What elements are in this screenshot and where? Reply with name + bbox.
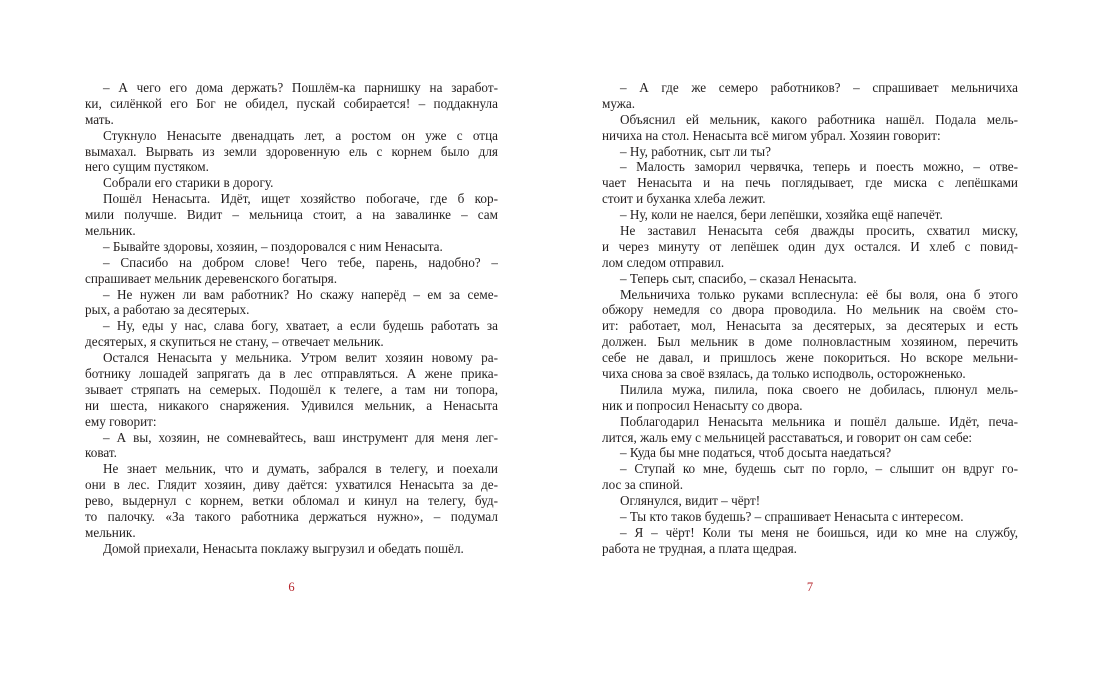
- text-line: – А вы, хозяин, не сомневайтесь, ваш инструмент для меня лег-: [103, 429, 498, 445]
- text-line: Мельничиха только руками всплеснула: её бы воля, она б этого: [620, 286, 1018, 302]
- text-line: – Я – чёрт! Коли ты меня не боишься, иди ко мне на службу,: [620, 524, 1018, 540]
- page-number-right: 7: [806, 580, 814, 594]
- text-line: вымахал. Вырвать из земли здоровенную ель с корнем было для: [85, 143, 498, 159]
- text-line: мили получше. Видит – мельница стоит, а на завалинке – сам: [85, 207, 498, 223]
- text-line: Не знает мельник, что и думать, забрался в телегу, и поехали: [103, 461, 498, 477]
- text-line: – Бывайте здоровы, хозяин, – поздоровался с ним Ненасыта.: [103, 238, 443, 254]
- text-line: стоит и буханка хлеба лежит.: [602, 191, 766, 207]
- text-line: обжору немедля со двора проводила. Но мельник на своём сто-: [602, 302, 1018, 318]
- text-line: Оглянулся, видит – чёрт!: [620, 493, 761, 509]
- text-line: рево, выдернул с корнем, ветки обломал и кинул на телегу, буд-: [85, 493, 498, 509]
- text-line: Поблагодарил Ненасыта мельника и пошёл дальше. Идёт, печа-: [620, 413, 1018, 429]
- text-line: ничиха на стол. Ненасыта всё мигом убрал. Хозяин говорит:: [602, 127, 941, 143]
- text-line: ник и попросил Ненасыту со двора.: [602, 397, 803, 413]
- text-line: Не заставил Ненасыта себя дважды просить, схватил миску,: [620, 223, 1018, 239]
- text-line: – Спасибо на добром слове! Чего тебе, парень, надобно? –: [103, 254, 498, 270]
- text-line: себе не давал, и пришлось жене покориться. Но вскоре мельни-: [602, 350, 1018, 366]
- text-line: – Ну, еды у нас, слава богу, хватает, а если будешь работать за: [103, 318, 498, 334]
- text-line: Остался Ненасыта у мельника. Утром велит хозяин новому ра-: [103, 350, 498, 366]
- text-line: и через минуту от лепёшек один дух остался. И хлеб с повид-: [602, 238, 1018, 254]
- text-line: Пилила мужа, пилила, пока своего не добилась, плюнул мель-: [620, 381, 1018, 397]
- text-line: лится, жаль ему с мельницей расставаться, и говорит он сам себе:: [602, 429, 973, 445]
- text-line: лом следом отправил.: [602, 254, 725, 270]
- text-line: ит: работает, мол, Ненасыта за десятерых, за десятерых и есть: [602, 318, 1018, 334]
- text-line: должен. Был мельник в доме полновластным хозяином, перечить: [602, 334, 1018, 350]
- text-line: мельник.: [85, 524, 136, 540]
- text-line: ки, силёнкой его Бог не обидел, пускай собирается! – поддакнула: [85, 95, 498, 111]
- text-line: ботнику лошадей запрягать да в лес отправляться. А жене прика-: [85, 366, 498, 382]
- text-line: Объяснил ей мельник, какого работника нашёл. Подала мель-: [620, 111, 1018, 127]
- text-line: коват.: [85, 445, 117, 461]
- text-line: – Куда бы мне податься, чтоб досыта наедаться?: [620, 445, 892, 461]
- text-line: десятерых, я скупиться не стану, – отвечает мельник.: [85, 334, 384, 350]
- text-line: – А чего его дома держать? Пошлём-ка парнишку на заработ-: [103, 80, 498, 95]
- text-line: чает Ненасыта и на печь поглядывает, где миска с лепёшками: [602, 175, 1018, 191]
- text-line: мельник.: [85, 223, 136, 239]
- text-line: – Не нужен ли вам работник? Но скажу наперёд – ем за семе-: [103, 286, 498, 302]
- text-line: ни шеста, никакого снаряжения. Удивился мельник, а Ненасыта: [85, 397, 498, 413]
- text-line: Стукнуло Ненасыте двенадцать лет, а ростом он уже с отца: [103, 127, 498, 143]
- text-line: Пошёл Ненасыта. Идёт, ищет хозяйство побогаче, где б кор-: [103, 191, 498, 207]
- text-line: чиха снова за своё взялась, да только исподволь, осторожненько.: [602, 366, 966, 382]
- text-line: – Ты кто таков будешь? – спрашивает Ненасыта с интересом.: [620, 509, 964, 525]
- text-line: – Ну, коли не наелся, бери лепёшки, хозяйка ещё напечёт.: [620, 207, 943, 223]
- text-line: то палочку. «За такого работника держаться нужно», – подумал: [85, 509, 498, 525]
- text-line: него сущим пустяком.: [85, 159, 209, 175]
- text-line: – А где же семеро работников? – спрашивает мельничиха: [620, 80, 1018, 95]
- text-line: рых, а работаю за десятерых.: [85, 302, 250, 318]
- text-line: зывает стряпать на семерых. Подошёл к телеге, а там ни топора,: [85, 381, 498, 397]
- text-line: лос за спиной.: [602, 477, 683, 493]
- text-line: – Ну, работник, сыт ли ты?: [620, 143, 771, 159]
- page-right-text-column: [602, 80, 1018, 557]
- page-number-left: 6: [288, 580, 295, 594]
- text-line: работа не трудная, а плата щедрая.: [602, 540, 797, 556]
- text-line: Собрали его старики в дорогу.: [103, 175, 274, 191]
- text-line: – Малость заморил червячка, теперь и поесть можно, – отве-: [620, 159, 1018, 175]
- text-line: мать.: [85, 111, 114, 127]
- text-line: они в лес. Глядит хозяин, диву даётся: ухватился Ненасыта за де-: [85, 477, 498, 493]
- text-line: ему говорит:: [85, 413, 157, 429]
- text-line: – Ступай ко мне, будешь сыт по горло, – слышит он вдруг го-: [620, 461, 1018, 477]
- text-line: спрашивает мельник деревенского богатыря.: [85, 270, 338, 286]
- page-left-text-column: [85, 80, 498, 557]
- text-line: мужа.: [602, 95, 636, 111]
- text-line: – Теперь сыт, спасибо, – сказал Ненасыта.: [620, 270, 857, 286]
- text-line: Домой приехали, Ненасыта поклажу выгрузил и обедать пошёл.: [103, 540, 464, 556]
